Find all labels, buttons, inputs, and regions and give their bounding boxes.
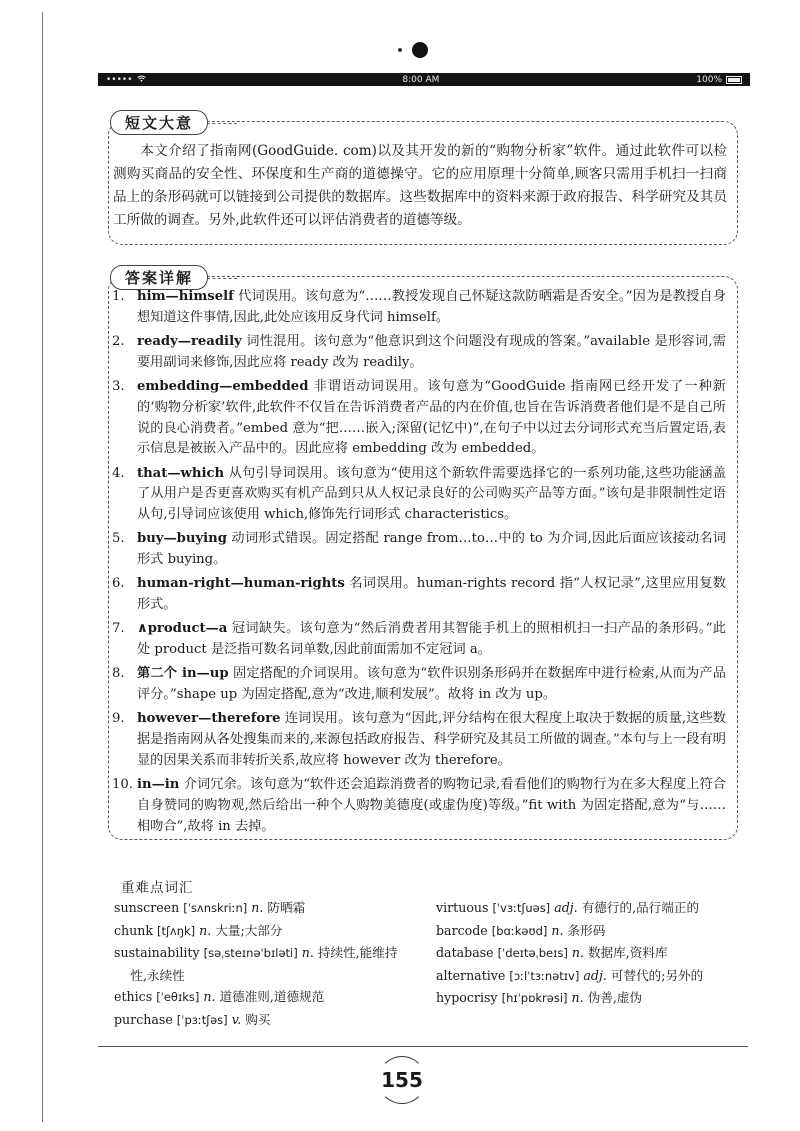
list-item: 10. in—in 介词冗余。该句意为“软件还会追踪消费者的购物记录,看看他们的购物行为在多大程度上符合自身赞同的购物观,然后给出一种个人购物美德度(或虚伪度)等级。”fit with 为固定搭配,意为“与……相吻合”,故将 in 去掉。: [112, 777, 726, 834]
vocab-title: 重难点词汇: [121, 880, 194, 896]
list-item: 3. embedding—embedded 非谓语动词误用。该句意为“GoodGuide 指南网已经开发了一种新的‘购物分析家’软件,此软件不仅旨在告诉消费者产品的内在价值,也旨在告诉消费者他们是不是自己所说的良心消费者。”embed 意为“把……嵌入;深留(记忆中)”,在句子中以过去分词形式充当后置定语,表示信息是被嵌入产品中的。因此应将 embedding 改为 embedded。: [112, 378, 726, 457]
battery-icon: [726, 76, 742, 84]
list-item: 4. that—which 从句引导词误用。该句意为“使用这个新软件需要选择它的一系列功能,这些功能涵盖了从用户是否更喜欢购买有机产品到只从人权记录良好的公司购买产品等方面。”该句是非限制性定语从句,引导词应该使用 which,修饰先行词形式 characteristics。: [112, 465, 726, 523]
summary-title: 短文大意: [110, 110, 208, 135]
margin-line: [42, 12, 43, 1122]
vocab-entry: barcode [bɑːkəʊd] n. 条形码: [436, 922, 606, 938]
vocab-entry: ethics [ˈeθɪks] n. 道德准则,道德规范: [114, 989, 325, 1004]
bottom-rule: [98, 1046, 748, 1047]
status-bar: [98, 73, 750, 86]
status-time: 8:00 AM: [402, 74, 440, 85]
vocab-left-column: [114, 897, 414, 1031]
list-item: 7. ∧product—a 冠词缺失。该句意为“然后消费者用其智能手机上的照相机扫一扫产品的条形码。”此处 product 是泛指可数名词单数,因此前面需加不定冠词 a。: [112, 621, 726, 658]
vocab-entry: chunk [tʃʌŋk] n. 大量;大部分: [114, 922, 283, 938]
list-item: 5. buy—buying 动词形式错误。固定搭配 range from…to…中的 to 为介词,因此后面应该接动名词形式 buying。: [112, 531, 726, 568]
wifi-icon: [137, 75, 146, 85]
tablet-camera: [398, 40, 428, 60]
page-number: 155: [378, 1056, 426, 1104]
vocab-entry: hypocrisy [hɪˈpɒkrəsi] n. 伪善,虚伪: [436, 990, 643, 1005]
camera-dot: [412, 42, 428, 58]
vocab-entry: database [ˈdeɪtəˌbeɪs] n. 数据库,资料库: [436, 945, 668, 960]
vocab-entry: sustainability [səˌsteɪnəˈbɪləti] n. 持续性,能维持性,永续性: [114, 945, 398, 983]
list-item: 6. human-right—human-rights 名词误用。human-rights record 指“人权记录”,这里应用复数形式。: [112, 576, 726, 613]
list-item: 2. ready—readily 词性混用。该句意为“他意识到这个问题没有现成的答案。”available 是形容词,需要用副词来修饰,因此应将 ready 改为 readily。: [112, 333, 726, 370]
vocab-entry: purchase [ˈpɜːtʃəs] v. 购买: [114, 1011, 271, 1027]
sensor-dot: [398, 48, 402, 52]
list-item: 9. however—therefore 连词误用。该句意为“因此,评分结构在很大程度上取决于数据的质量,这些数据是指南网从各处搜集而来的,来源包括政府报告、科学研究及其员工所做的调查。”本句与上一段有明显的因果关系而非转折关系,故应将 however 改为 therefore。: [112, 711, 726, 768]
list-item: 1. him—himself 代词误用。该句意为“……教授发现自己怀疑这款防晒霜是否安全。”因为是教授自身想知道这件事情,因此,此处应该用反身代词 himself。: [112, 289, 726, 325]
battery-percent: 100%: [696, 74, 722, 85]
list-item: 8. 第二个 in—up 固定搭配的介词误用。该句意为“软件识别条形码并在数据库中进行检索,从而为产品评分。”shape up 为固定搭配,意为“改进,顺利发展”。故将 in 改为 up。: [112, 666, 726, 703]
answers-list: [112, 287, 726, 841]
answers-title: 答案详解: [110, 265, 208, 290]
vocab-entry: sunscreen [ˈsʌnskriːn] n. 防晒霜: [114, 900, 306, 915]
summary-text: 本文介绍了指南网(GoodGuide. com)以及其开发的新的“购物分析家”软件。通过此软件可以检测购买商品的安全性、环保度和生产商的道德操守。它的应用原理十分简单,顾客只需用手机扫一扫商品上的条形码就可以链接到公司提供的数据库。这些数据库中的资料来源于政府报告、科学研究及其员工所做的调查。另外,此软件还可以评估消费者的道德等级。: [113, 143, 727, 228]
vocab-right-column: [436, 897, 736, 1010]
vocab-entry: alternative [ɔːlˈtɜːnətɪv] adj. 可替代的;另外的: [436, 967, 704, 983]
vocab-entry: virtuous [ˈvɜːtʃuəs] adj. 有德行的,品行端正的: [436, 900, 700, 915]
signal-indicator: •••••: [106, 74, 133, 85]
